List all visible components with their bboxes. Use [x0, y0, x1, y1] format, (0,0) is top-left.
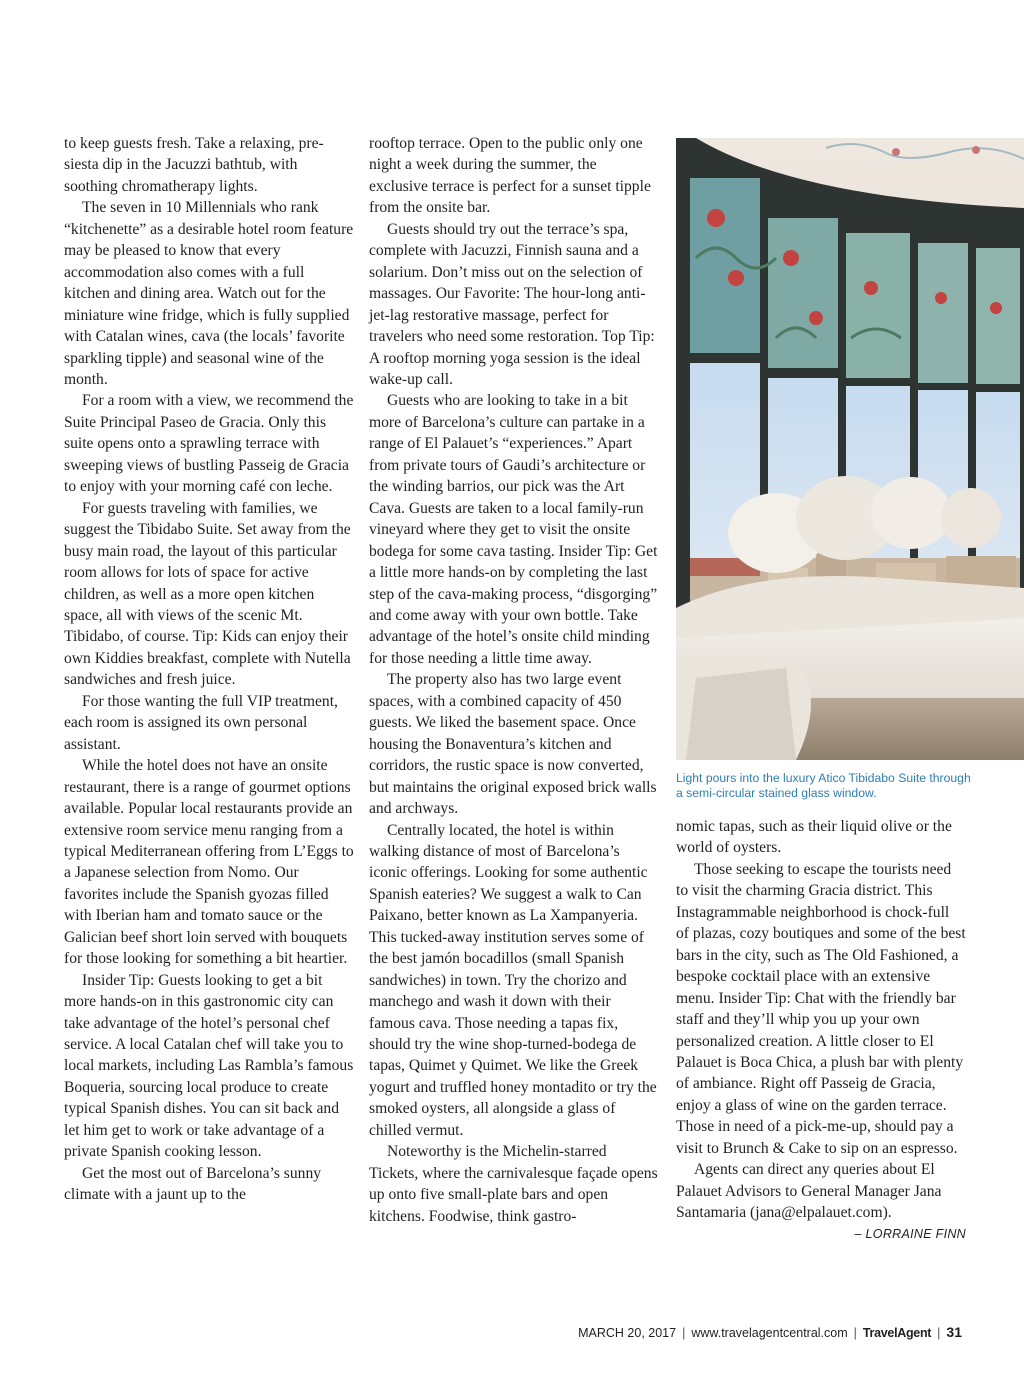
paragraph: For those wanting the full VIP treatment, each room is assigned its own personal assistant.: [64, 692, 338, 753]
paragraph: The seven in 10 Millennials who rank “kitchenette” as a desirable hotel room feature may be pleased to know that every accommodation also comes with a full kitchen and dining area. Watch out for the miniature wine fridge, which is fully supplied with Catalan wines, cava (the locals’ favorite sparkling tipple) and seasonal wine of the month.: [64, 199, 354, 388]
page-footer: MARCH 20, 2017 | www.travelagentcentral.com | TravelAgent | 31: [578, 1324, 962, 1340]
article-column-1: [64, 133, 354, 1206]
paragraph: Guests who are looking to take in a bit more of Barcelona’s culture can partake in a range of El Palauet’s “experiences.” Apart from private tours of Gaudi’s architecture or the winding barrios, our pick was the Art Cava. Guests are taken to a local family-run vineyard where they get to visit the onsite bodega for some cava tasting. Insider Tip: Get a little more hands-on by completing the last step of the cava-making process, “disgorging” and come away with your own bottle. Take advantage of the hotel’s onsite child minding for those needing a little time away.: [369, 392, 658, 667]
magazine-name: TravelAgent: [862, 1326, 932, 1340]
page-number: 31: [946, 1324, 962, 1340]
paragraph: While the hotel does not have an onsite restaurant, there is a range of gourmet options available. Popular local restaurants provide an extensive room service menu ranging from a typical Mediterranean offering from L’Eggs to a Japanese selection from Nomo. Our favorites include the Spanish gyozas filled with Iberian ham and tomato sauce or the Galician beef short loin served with bouquets for those looking for something a bit heartier.: [64, 757, 354, 968]
paragraph: For guests traveling with families, we suggest the Tibidabo Suite. Set away from the busy main road, the layout of this particular room allows for lots of space for active children, as well as a more open kitchen space, all with views of the scenic Mt. Tibidabo, of course. Tip: Kids can enjoy their own Kiddies breakfast, complete with Nutella sandwiches and fresh juice.: [64, 499, 351, 689]
paragraph: Noteworthy is the Michelin-starred Tickets, where the carnivalesque façade opens up onto five small-plate bars and open kitchens. Foodwise, think gastro-: [369, 1143, 658, 1225]
paragraph: The property also has two large event spaces, with a combined capacity of 450 guests. We liked the basement space. Once housing the Bonaventura’s kitchen and corridors, the rustic space is now converted, but maintains the original exposed brick walls and archways.: [369, 671, 657, 818]
suite-photo: [676, 138, 1024, 760]
paragraph: Those seeking to escape the tourists need to visit the charming Gracia district. This Instagrammable neighborhood is chock-full of plazas, cozy boutiques and some of the best bars in the city, such as The Old Fashioned, a bespoke cocktail place with an extensive menu. Insider Tip: Chat with the friendly bar staff and they’ll whip you up your own personalized creation. A little closer to El Palauet is Boca Chica, a plush bar with plenty of ambiance. Right off Passeig de Gracia, enjoy a glass of wine on the garden terrace. Those in need of a pick-me-up, should pay a visit to Brunch & Cake to sip on an espresso.: [676, 860, 966, 1157]
byline: – LORRAINE FINN: [854, 1226, 966, 1241]
article-column-3: [676, 816, 966, 1245]
paragraph: Centrally located, the hotel is within walking distance of most of Barcelona’s iconic offerings. Looking for some authentic Spanish eateries? We suggest a walk to Can Paixano, better known as La Xampanyeria. This tucked-away institution serves some of the best jamón bocadillos (small Spanish sandwiches) in town. Try the chorizo and manchego and wash it down with their famous cava. Those needing a tapas fix, should try the wine shop-turned-bodega de tapas, Quimet y Quimet. We like the Greek yogurt and truffled honey montadito or try the smoked oysters, all alongside a glass of chilled vermut.: [369, 821, 657, 1139]
paragraph: nomic tapas, such as their liquid olive or the world of oysters.: [676, 818, 952, 857]
article-column-2: [369, 133, 659, 1227]
paragraph: rooftop terrace. Open to the public only one night a week during the summer, the exclusive terrace is perfect for a sunset tipple from the onsite bar.: [369, 135, 651, 217]
paragraph: Insider Tip: Guests looking to get a bit more hands-on in this gastronomic city can take advantage of the hotel’s personal chef service. A local Catalan chef will take you to local markets, including Las Rambla’s famous Boqueria, sourcing local produce to create typical Spanish dishes. You can sit back and let him get to work or take advantage of a private Spanish cooking lesson.: [64, 971, 354, 1161]
paragraph: to keep guests fresh. Take a relaxing, pre-siesta dip in the Jacuzzi bathtub, with soothing chromatherapy lights.: [64, 135, 324, 195]
paragraph: Get the most out of Barcelona’s sunny climate with a jaunt up to the: [64, 1164, 322, 1204]
signature-row: [676, 1224, 966, 1245]
paragraph: Guests should try out the terrace’s spa, complete with Jacuzzi, Finnish sauna and a solarium. Don’t miss out on the selection of massages. Our Favorite: The hour-long anti-jet-lag restorative massage, perfect for travelers who need some restoration. Top Tip: A rooftop morning yoga session is the ideal wake-up call.: [369, 220, 655, 388]
photo-caption: Light pours into the luxury Atico Tibidabo Suite through a semi-circular stained glass window.: [676, 771, 971, 800]
website-link[interactable]: www.travelagentcentral.com: [691, 1326, 848, 1340]
issue-date: MARCH 20, 2017: [578, 1326, 677, 1340]
closing-paragraph: Agents can direct any queries about El Palauet Advisors to General Manager Jana Santamaria (jana@elpalauet.com).: [676, 1161, 942, 1222]
paragraph: For a room with a view, we recommend the Suite Principal Paseo de Gracia. Only this suite opens onto a sprawling terrace with sweeping views of bustling Passeig de Gracia to enjoy with your morning café con leche.: [64, 392, 354, 496]
